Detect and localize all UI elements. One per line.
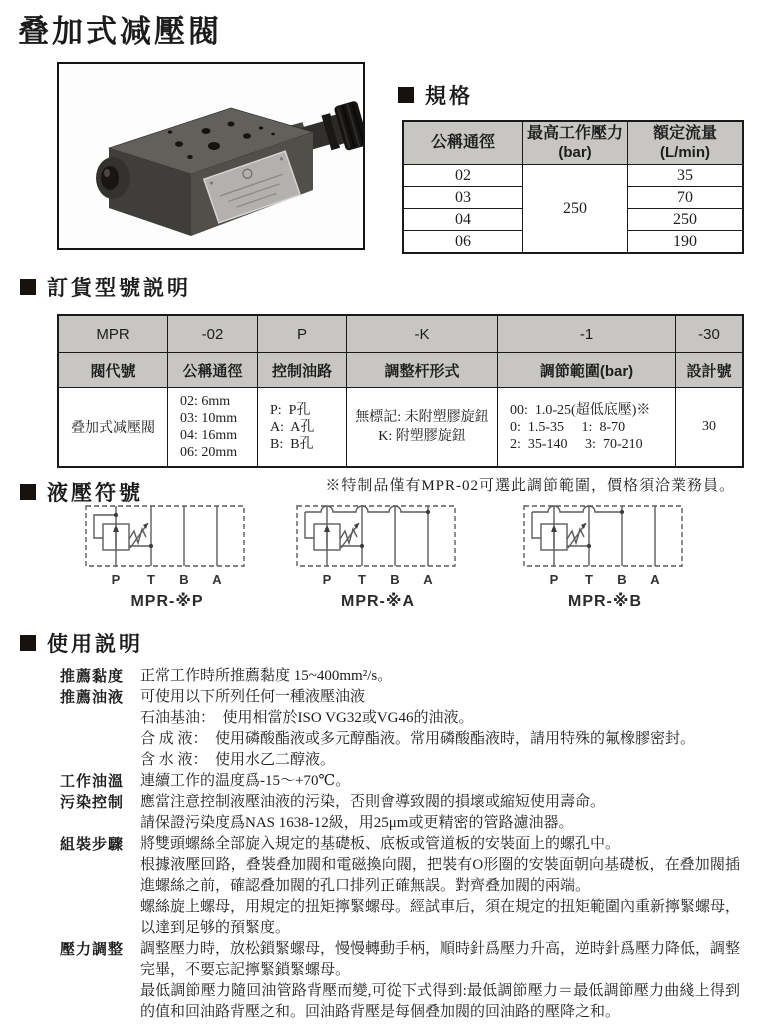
usage-rows bbox=[60, 666, 750, 1023]
symbol-caption: MPR-※A bbox=[341, 593, 415, 610]
usage-text: 調整壓力時，放松鎖緊螺母，慢慢轉動手柄，順時針爲壓力升高，逆時針爲壓力降低，調整完畢，不要忘記擰緊鎖緊螺母。 最低調節壓力隨回油管路背壓而變,可從下式得到:最低調節壓力＝最低調節壓力曲綫上得到的值和回油路背壓之和。回油路背壓是每個叠加閥的回油路的壓降之和。 bbox=[140, 941, 741, 1020]
usage-row-contamination bbox=[60, 792, 750, 834]
svg-text:P: P bbox=[111, 572, 121, 587]
ordering-code-row bbox=[58, 315, 743, 353]
ordering-code-table bbox=[57, 314, 744, 468]
spec-heading-label: 規格 bbox=[425, 85, 473, 108]
size-options-cell: 02: 6mm 03: 10mm 04: 16mm 06: 20mm bbox=[168, 388, 258, 468]
svg-text:B: B bbox=[390, 572, 400, 587]
svg-text:A: A bbox=[212, 572, 222, 587]
usage-label: 組裝步驟 bbox=[60, 836, 125, 853]
code-cell: P bbox=[258, 315, 347, 353]
spec-size: 04 bbox=[403, 209, 523, 231]
svg-text:A: A bbox=[423, 572, 433, 587]
spec-col-size: 公稱通徑 bbox=[403, 121, 523, 165]
field-cell: 控制油路 bbox=[258, 353, 347, 388]
svg-text:T: T bbox=[147, 572, 155, 587]
svg-text:B: B bbox=[617, 572, 627, 587]
usage-row-pressure-adjust bbox=[60, 939, 750, 1023]
code-cell: -K bbox=[347, 315, 498, 353]
section-usage-instructions bbox=[20, 628, 750, 1023]
spec-flow: 250 bbox=[628, 209, 744, 231]
symbol-caption: MPR-※P bbox=[130, 593, 204, 610]
valve-name-cell: 叠加式减壓閥 bbox=[58, 388, 168, 468]
side-port-boss bbox=[96, 157, 130, 199]
hydraulic-symbol-mpr-p bbox=[82, 502, 252, 611]
spec-row bbox=[403, 165, 743, 187]
spec-col-flow: 額定流量 (L/min) bbox=[628, 121, 744, 165]
usage-text: 連續工作的温度爲-15～+70℃。 bbox=[140, 773, 351, 789]
ordering-footnote: ※特制品僅有MPR-02可選此調節範圍，價格須洽業務員。 bbox=[325, 478, 735, 494]
circuit-options-cell: P: P孔 A: A孔 B: B孔 bbox=[258, 388, 347, 468]
usage-row-temperature bbox=[60, 771, 750, 792]
spec-table bbox=[402, 120, 744, 254]
section-bullet-icon bbox=[398, 87, 414, 103]
stem-options-cell: 無標記: 未附塑膠旋鈕 K: 附塑膠旋鈕 bbox=[347, 388, 498, 468]
hydraulic-symbol-mpr-b bbox=[520, 502, 690, 611]
usage-label: 推薦油液 bbox=[60, 689, 125, 706]
section-ordering-code bbox=[20, 272, 744, 495]
code-cell: -30 bbox=[676, 315, 744, 353]
spec-col-pressure: 最高工作壓力 (bar) bbox=[523, 121, 628, 165]
svg-text:A: A bbox=[650, 572, 660, 587]
valve-body bbox=[96, 108, 313, 236]
spec-size: 02 bbox=[403, 165, 523, 187]
svg-text:B: B bbox=[179, 572, 189, 587]
code-cell: -1 bbox=[498, 315, 676, 353]
field-cell: 調整杆形式 bbox=[347, 353, 498, 388]
spec-size: 06 bbox=[403, 231, 523, 254]
usage-row-assembly bbox=[60, 834, 750, 939]
svg-text:T: T bbox=[358, 572, 366, 587]
usage-heading-label: 使用説明 bbox=[47, 633, 143, 656]
spec-size: 03 bbox=[403, 187, 523, 209]
product-photo bbox=[59, 64, 363, 248]
product-photo-frame bbox=[57, 62, 365, 250]
usage-text: 正常工作時所推薦黏度 15~400mm²/s。 bbox=[140, 668, 393, 684]
usage-label: 壓力調整 bbox=[60, 941, 125, 958]
field-cell: 調節範圍(bar) bbox=[498, 353, 676, 388]
spec-flow: 70 bbox=[628, 187, 744, 209]
usage-text: 應當注意控制液壓油液的污染，否則會導致閥的損壞或縮短使用壽命。 請保證污染度爲NAS 1638-12級，用25μm或更精密的管路濾油器。 bbox=[140, 794, 606, 831]
svg-text:T: T bbox=[585, 572, 593, 587]
field-cell: 閥代號 bbox=[58, 353, 168, 388]
section-bullet-icon bbox=[20, 635, 36, 651]
section-bullet-icon bbox=[20, 279, 36, 295]
code-cell: MPR bbox=[58, 315, 168, 353]
svg-text:P: P bbox=[549, 572, 559, 587]
usage-heading bbox=[20, 628, 750, 658]
ordering-detail-row bbox=[58, 388, 743, 468]
usage-label: 工作油溫 bbox=[60, 773, 125, 790]
section-specifications bbox=[398, 80, 744, 254]
section-bullet-icon bbox=[20, 484, 36, 500]
usage-text: 可使用以下所列任何一種液壓油液 石油基油： 使用相當於ISO VG32或VG46的油液。 合 成 液： 使用磷酸酯液或多元醇酯液。常用磷酸酯液時，請用特殊的氟橡膠密封。 含 水 液： 使用水乙二醇液。 bbox=[140, 689, 696, 768]
svg-text:P: P bbox=[322, 572, 332, 587]
ordering-field-row bbox=[58, 353, 743, 388]
usage-row-fluids bbox=[60, 687, 750, 771]
field-cell: 公稱通徑 bbox=[168, 353, 258, 388]
range-options-cell: 00: 1.0-25(超低底壓)※ 0: 1.5-35 1: 8-70 2: 35-140 3: 70-210 bbox=[498, 388, 676, 468]
design-number-cell: 30 bbox=[676, 388, 744, 468]
spec-pressure-value: 250 bbox=[523, 165, 628, 254]
order-heading bbox=[20, 272, 744, 302]
spec-flow: 35 bbox=[628, 165, 744, 187]
order-heading-label: 訂貨型號説明 bbox=[47, 277, 191, 300]
page-title: 叠加式减壓閥 bbox=[18, 14, 222, 49]
symbol-drawing-a bbox=[293, 502, 463, 590]
symbols-heading-label: 液壓符號 bbox=[47, 482, 143, 505]
hydraulic-symbol-mpr-a bbox=[293, 502, 463, 611]
field-cell: 設計號 bbox=[676, 353, 744, 388]
code-cell: -02 bbox=[168, 315, 258, 353]
symbol-drawing-p bbox=[82, 502, 252, 590]
usage-label: 推薦黏度 bbox=[60, 668, 125, 685]
section-hydraulic-symbols bbox=[20, 477, 745, 622]
symbol-caption: MPR-※B bbox=[568, 593, 642, 610]
usage-label: 污染控制 bbox=[60, 794, 125, 811]
usage-text: 將雙頭螺絲全部旋入規定的基礎板、底板或管道板的安裝面上的螺孔中。 根據液壓回路，叠裝叠加閥和電磁換向閥，把裝有O形圈的安裝面朝向基礎板，在叠加閥插進螺絲之前，確認叠加閥的孔口排列正確無誤。對齊叠加閥的兩端。 螺絲旋上螺母，用規定的扭矩擰緊螺母。經試車后，須在規定的扭矩範圍內重新擰緊螺母，以達到足够的預緊度。 bbox=[140, 836, 741, 936]
spec-heading bbox=[398, 80, 744, 110]
spec-flow: 190 bbox=[628, 231, 744, 254]
symbol-drawing-b bbox=[520, 502, 690, 590]
usage-row-viscosity bbox=[60, 666, 750, 687]
